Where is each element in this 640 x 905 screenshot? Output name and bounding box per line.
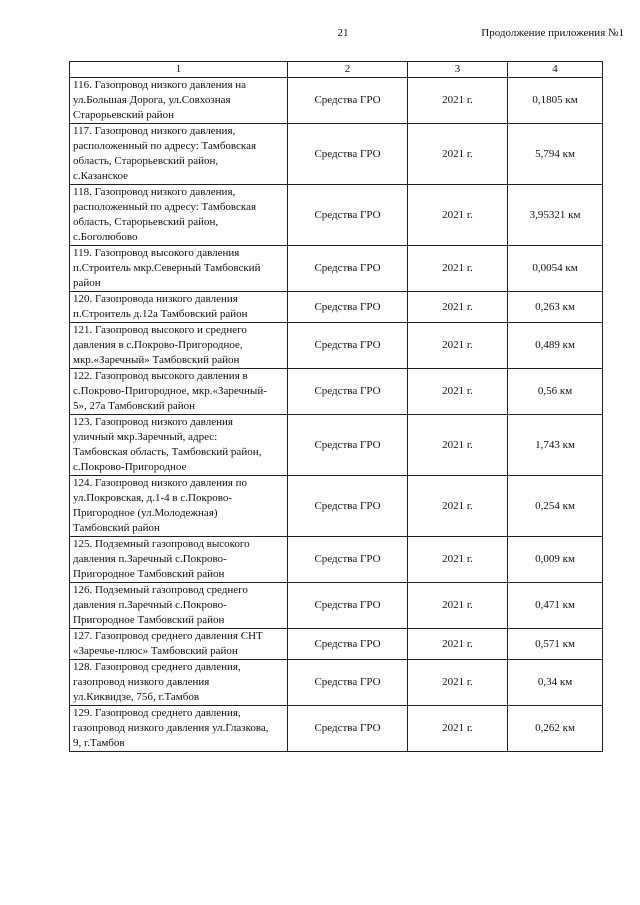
description-line: 5», 27а Тамбовский район: [73, 400, 196, 412]
description-line: с.Покрово-Пригородное, мкр.«Заречный-: [73, 385, 267, 397]
table-row: [70, 583, 603, 629]
funding-source: Средства ГРО: [288, 292, 408, 323]
object-description: [70, 369, 288, 415]
pipeline-length: 5,794 км: [508, 124, 603, 185]
object-description: [70, 246, 288, 292]
column-header: 4: [508, 62, 603, 78]
pipeline-length: 1,743 км: [508, 415, 603, 476]
description-line: с.Покрово-Пригородное: [73, 461, 187, 473]
year: 2021 г.: [408, 415, 508, 476]
description-line: 117. Газопровод низкого давления,: [73, 125, 236, 137]
description-line: Старорьевский район: [73, 109, 174, 121]
table-row: [70, 660, 603, 706]
column-header: 3: [408, 62, 508, 78]
description-line: п.Строитель д.12а Тамбовский район: [73, 308, 248, 320]
year: 2021 г.: [408, 660, 508, 706]
description-line: 125. Подземный газопровод высокого: [73, 538, 250, 550]
year: 2021 г.: [408, 78, 508, 124]
pipeline-length: 0,009 км: [508, 537, 603, 583]
object-description: [70, 185, 288, 246]
pipeline-length: 0,254 км: [508, 476, 603, 537]
description-line: уличный мкр.Заречный, адрес:: [73, 431, 218, 443]
table-row: [70, 292, 603, 323]
description-line: п.Строитель мкр.Северный Тамбовский: [73, 262, 261, 274]
description-line: 119. Газопровод высокого давления: [73, 247, 240, 259]
description-line: Пригородное (ул.Молодежная): [73, 507, 218, 519]
object-description: [70, 124, 288, 185]
description-line: 9, г.Тамбов: [73, 737, 125, 749]
column-header: 2: [288, 62, 408, 78]
description-line: область, Старорьевский район,: [73, 155, 219, 167]
table-row: [70, 476, 603, 537]
year: 2021 г.: [408, 629, 508, 660]
description-line: ул.Покровская, д.1-4 в с.Покрово-: [73, 492, 233, 504]
description-line: ул.Большая Дорога, ул.Совхозная: [73, 94, 231, 106]
pipeline-length: 0,489 км: [508, 323, 603, 369]
pipeline-length: 0,262 км: [508, 706, 603, 752]
pipeline-length: 0,471 км: [508, 583, 603, 629]
pipeline-length: 3,95321 км: [508, 185, 603, 246]
funding-source: Средства ГРО: [288, 537, 408, 583]
pipeline-length: 0,56 км: [508, 369, 603, 415]
funding-source: Средства ГРО: [288, 583, 408, 629]
table-row: [70, 185, 603, 246]
description-line: Пригородное Тамбовский район: [73, 568, 225, 580]
object-description: [70, 476, 288, 537]
funding-source: Средства ГРО: [288, 185, 408, 246]
funding-source: Средства ГРО: [288, 124, 408, 185]
object-description: [70, 415, 288, 476]
description-line: Тамбовский район: [73, 522, 160, 534]
description-line: с.Боголюбово: [73, 231, 138, 243]
description-line: расположенный по адресу: Тамбовская: [73, 140, 257, 152]
description-line: 124. Газопровод низкого давления по: [73, 477, 248, 489]
funding-source: Средства ГРО: [288, 78, 408, 124]
description-line: ул.Киквидзе, 75б, г.Тамбов: [73, 691, 200, 703]
table-row: [70, 369, 603, 415]
description-line: 116. Газопровод низкого давления на: [73, 79, 247, 91]
description-line: Тамбовская область, Тамбовский район,: [73, 446, 262, 458]
year: 2021 г.: [408, 583, 508, 629]
description-line: 123. Газопровод низкого давления: [73, 416, 233, 428]
description-line: 121. Газопровод высокого и среднего: [73, 324, 247, 336]
year: 2021 г.: [408, 292, 508, 323]
funding-source: Средства ГРО: [288, 369, 408, 415]
table-row: [70, 537, 603, 583]
table-row: [70, 78, 603, 124]
table-row: [70, 124, 603, 185]
year: 2021 г.: [408, 323, 508, 369]
description-line: 118. Газопровод низкого давления,: [73, 186, 236, 198]
pipeline-length: 0,263 км: [508, 292, 603, 323]
column-header: 1: [70, 62, 288, 78]
description-line: газопровод низкого давления ул.Глазкова,: [73, 722, 269, 734]
description-line: с.Казанское: [73, 170, 129, 182]
pipeline-length: 0,1805 км: [508, 78, 603, 124]
description-line: область, Старорьевский район,: [73, 216, 219, 228]
table-row: [70, 706, 603, 752]
object-description: [70, 323, 288, 369]
funding-source: Средства ГРО: [288, 706, 408, 752]
description-line: давления в с.Покрово-Пригородное,: [73, 339, 243, 351]
funding-source: Средства ГРО: [288, 323, 408, 369]
description-line: 126. Подземный газопровод среднего: [73, 584, 248, 596]
year: 2021 г.: [408, 476, 508, 537]
year: 2021 г.: [408, 369, 508, 415]
funding-source: Средства ГРО: [288, 415, 408, 476]
object-description: [70, 660, 288, 706]
description-line: расположенный по адресу: Тамбовская: [73, 201, 257, 213]
table-header-row: [70, 62, 603, 78]
funding-source: Средства ГРО: [288, 476, 408, 537]
table-row: [70, 415, 603, 476]
continuation-label: Продолжение приложения №1: [481, 27, 624, 39]
description-line: «Заречье-плюс» Тамбовский район: [73, 645, 238, 657]
appendix-table: [69, 61, 603, 752]
pipeline-length: 0,34 км: [508, 660, 603, 706]
pipeline-length: 0,0054 км: [508, 246, 603, 292]
year: 2021 г.: [408, 124, 508, 185]
description-line: 127. Газопровод среднего давления СНТ: [73, 630, 263, 642]
description-line: Пригородное Тамбовский район: [73, 614, 225, 626]
object-description: [70, 629, 288, 660]
object-description: [70, 583, 288, 629]
page-number: 21: [337, 27, 349, 39]
object-description: [70, 537, 288, 583]
description-line: 120. Газопровода низкого давления: [73, 293, 238, 305]
pipeline-length: 0,571 км: [508, 629, 603, 660]
description-line: давления п.Заречный с.Покрово-: [73, 553, 227, 565]
funding-source: Средства ГРО: [288, 660, 408, 706]
year: 2021 г.: [408, 537, 508, 583]
description-line: 122. Газопровод высокого давления в: [73, 370, 248, 382]
funding-source: Средства ГРО: [288, 629, 408, 660]
table-row: [70, 323, 603, 369]
object-description: [70, 78, 288, 124]
description-line: давления п.Заречный с.Покрово-: [73, 599, 227, 611]
table-row: [70, 629, 603, 660]
object-description: [70, 706, 288, 752]
table-row: [70, 246, 603, 292]
description-line: газопровод низкого давления: [73, 676, 210, 688]
description-line: мкр.«Заречный» Тамбовский район: [73, 354, 240, 366]
year: 2021 г.: [408, 706, 508, 752]
year: 2021 г.: [408, 246, 508, 292]
object-description: [70, 292, 288, 323]
funding-source: Средства ГРО: [288, 246, 408, 292]
description-line: 129. Газопровод среднего давления,: [73, 707, 241, 719]
description-line: район: [73, 277, 101, 289]
year: 2021 г.: [408, 185, 508, 246]
description-line: 128. Газопровод среднего давления,: [73, 661, 241, 673]
table-body: [70, 78, 603, 752]
